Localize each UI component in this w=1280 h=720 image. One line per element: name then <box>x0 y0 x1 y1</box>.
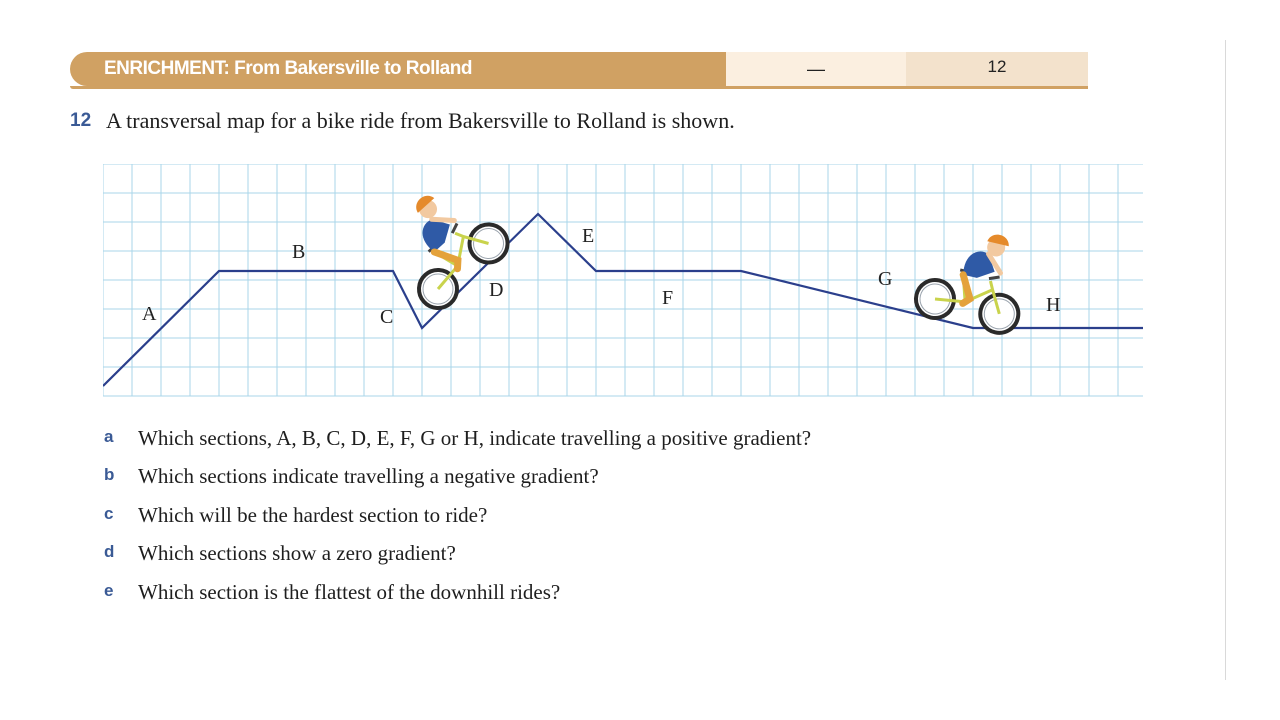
banner-dash: — <box>726 52 906 86</box>
question-number: 12 <box>70 110 92 131</box>
part-d-text: Which sections show a zero gradient? <box>138 541 456 565</box>
label-a: A <box>142 303 157 325</box>
part-e-text: Which section is the flattest of the downhill rides? <box>138 580 561 604</box>
enrichment-banner <box>70 52 1088 88</box>
part-c-text: Which will be the hardest section to ride? <box>138 503 488 527</box>
part-e-label: e <box>104 581 114 600</box>
label-d: D <box>489 279 504 301</box>
part-b-label: b <box>104 465 115 484</box>
banner-title: ENRICHMENT: From Bakersville to Rolland <box>70 52 726 86</box>
transversal-map <box>103 164 1143 403</box>
label-e: E <box>582 225 595 247</box>
part-a-label: a <box>104 427 114 446</box>
cyclist-downhill-illustration <box>912 220 1035 337</box>
label-g: G <box>878 268 893 290</box>
part-c-label: c <box>104 504 114 523</box>
page-edge-rule <box>1225 40 1226 680</box>
banner-underline <box>70 86 1088 89</box>
part-a-text: Which sections, A, B, C, D, E, F, G or H, indicate travelling a positive gradient? <box>138 426 812 450</box>
label-c: C <box>380 306 394 328</box>
transversal-map-svg <box>103 164 1143 398</box>
part-b-text: Which sections indicate travelling a negative gradient? <box>138 464 599 488</box>
label-f: F <box>662 287 674 309</box>
banner-question-number: 12 <box>906 52 1088 86</box>
part-d-label: d <box>104 542 115 561</box>
label-b: B <box>292 241 306 263</box>
question-text: A transversal map for a bike ride from Bakersville to Rolland is shown. <box>106 108 735 133</box>
label-h: H <box>1046 294 1061 316</box>
map-grid <box>103 164 1143 396</box>
